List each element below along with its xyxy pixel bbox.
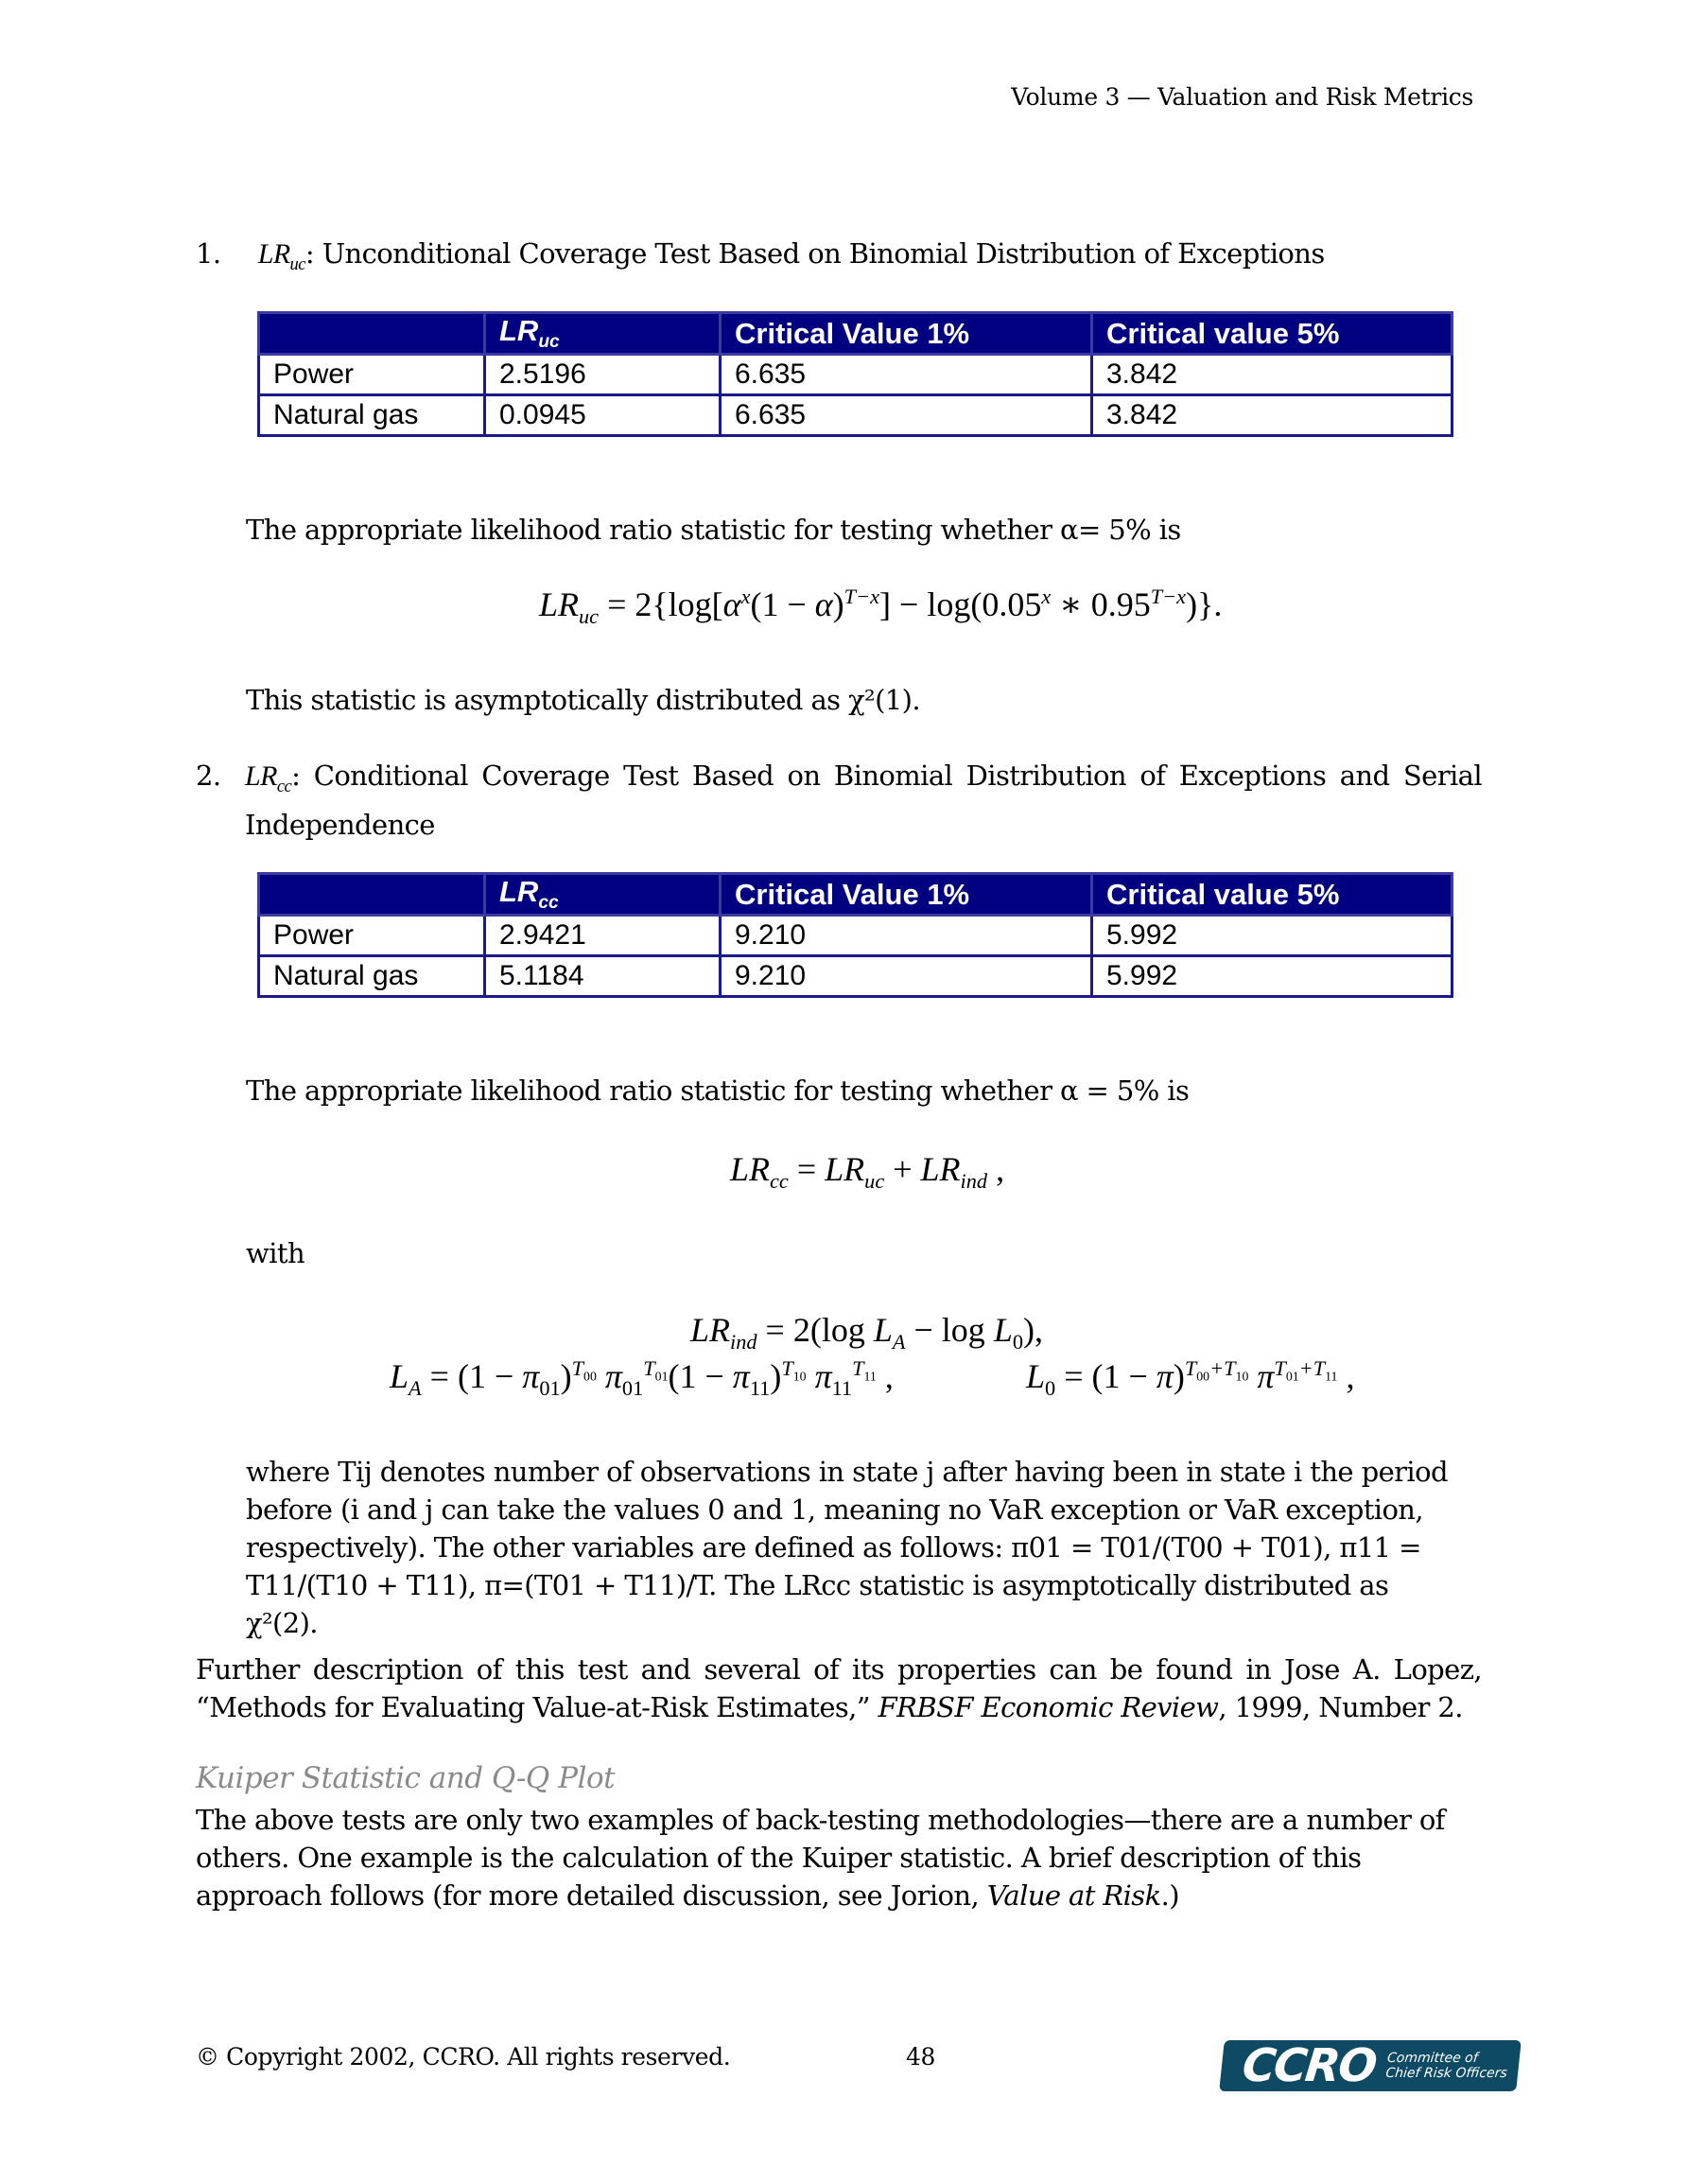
journal-title: FRBSF Economic Review: [878, 1691, 1219, 1723]
header-cell: Critical value 5%: [1092, 874, 1452, 916]
section1-title: [196, 235, 1482, 284]
section1-stat: LR: [257, 238, 290, 270]
cell: 2.9421: [485, 916, 721, 956]
header-cell: [259, 874, 485, 916]
cell: 3.842: [1092, 395, 1452, 436]
row-label: Natural gas: [259, 395, 485, 436]
header-cell: Critical value 5%: [1092, 313, 1452, 355]
section2-stat-sub: cc: [276, 777, 292, 796]
cell: 0.0945: [485, 395, 721, 436]
table-row: [259, 956, 1452, 997]
cell: 5.1184: [485, 956, 721, 997]
cell: 9.210: [721, 916, 1092, 956]
header-cell: Critical Value 1%: [721, 313, 1092, 355]
section2-title-text: : Conditional Coverage Test Based on Binomial Distribution of Exceptions and Serial Independence: [245, 760, 1482, 841]
la-formula: $L_A = (1 - \pi_{01})^{T_{00}}$ $\pi_{01}^{T_{01}}(1 - \pi_{11})^{T_{10}}$ $\pi_{11}^{T_{11}}$ ,: [390, 1356, 894, 1401]
section2-title: [196, 757, 1482, 844]
cell: 6.635: [721, 355, 1092, 395]
section2-number: 2.: [196, 760, 221, 792]
definition-paragraph: [246, 1453, 1466, 1642]
section1-distribution: This statistic is asymptotically distributed as χ²(1).: [246, 684, 920, 716]
row-label: Power: [259, 916, 485, 956]
running-header: Volume 3 — Valuation and Risk Metrics: [1011, 83, 1473, 111]
header-cell: Critical Value 1%: [721, 874, 1092, 916]
section2-stat: LR: [245, 760, 277, 792]
table-header-row: [259, 313, 1452, 355]
kuiper-heading: Kuiper Statistic and Q-Q Plot: [196, 1761, 616, 1795]
cell: 3.842: [1092, 355, 1452, 395]
section1-title-text: : Unconditional Coverage Test Based on Binomial Distribution of Exceptions: [304, 237, 1325, 270]
table-row: [259, 916, 1452, 956]
cell: 2.5196: [485, 355, 721, 395]
section1-number: 1.: [196, 237, 221, 270]
lrind-formula: $LR_{ind} = 2(\log$ $L_A - \log L_0$),: [690, 1311, 1043, 1354]
cell: 5.992: [1092, 956, 1452, 997]
further-text: Further description of this test and several of its properties can be found in Jose A. Lopez, “Methods for Evaluating Value-at-Risk Estimates,”: [196, 1653, 1482, 1723]
logo-subtitle: Committee of Chief Risk Officers: [1384, 2051, 1508, 2081]
header-cell: [259, 313, 485, 355]
cell: 5.992: [1092, 916, 1452, 956]
header-cell-lrcc: $LR_{cc}$: [485, 874, 721, 916]
row-label: Power: [259, 355, 485, 395]
lruc-formula: $LR_{uc} = 2\{\log[\alpha^x(1 - \alpha)^{T-x}] - \log(0.05^x$ ∗ $0.95^{T-x}$)}.: [539, 585, 1223, 629]
book-title: Value at Risk: [986, 1879, 1161, 1912]
lruc-table: [257, 311, 1453, 437]
l0-formula: $L_0 = (1 - \pi)^{T_{00}+T_{10}}$ $\pi^{T_{01}+T_{11}}$ ,: [1026, 1356, 1355, 1401]
cell: 9.210: [721, 956, 1092, 997]
with-label: with: [246, 1237, 305, 1269]
copyright: © Copyright 2002, CCRO. All rights reserved.: [196, 2043, 731, 2070]
lrcc-formula: $LR_{cc} = LR_{uc} + LR_{ind}$ ,: [730, 1150, 1005, 1194]
further-paragraph: [196, 1651, 1482, 1726]
section2-intro: The appropriate likelihood ratio statistic for testing whether α = 5% is: [246, 1075, 1190, 1107]
logo-wordmark: CCRO: [1240, 2039, 1379, 2092]
table-row: [259, 395, 1452, 436]
kuiper-text-end: .): [1160, 1879, 1179, 1912]
lrcc-table: [257, 872, 1453, 998]
kuiper-text: The above tests are only two examples of back-testing methodologies—there are a number of others. One example is the calculation of the Kuiper statistic. A brief description of this approach follows (for more detailed discussion, see Jorion,: [196, 1804, 1445, 1912]
definition-text: where Tij denotes number of observations in state j after having been in state i the period before (i and j can take the values 0 and 1, meaning no VaR exception or VaR exception, respectively). The other variables are defined as follows: π01 = T01/(T00 + T01), π11 = T11/(T10 + T11), π=(T01 + T11)/T. The LRcc statistic is asymptotically distributed as χ²(2).: [246, 1456, 1448, 1639]
kuiper-paragraph: [196, 1801, 1463, 1914]
table-row: [259, 355, 1452, 395]
table-header-row: [259, 874, 1452, 916]
row-label: Natural gas: [259, 956, 485, 997]
section1-stat-sub: uc: [289, 254, 305, 274]
further-text-end: , 1999, Number 2.: [1218, 1691, 1463, 1723]
cell: 6.635: [721, 395, 1092, 436]
page-number: 48: [906, 2043, 936, 2070]
section1-intro: The appropriate likelihood ratio statistic for testing whether α= 5% is: [246, 514, 1181, 546]
ccro-logo: [1219, 2040, 1522, 2091]
header-cell-lruc: $LR_{uc}$: [485, 313, 721, 355]
